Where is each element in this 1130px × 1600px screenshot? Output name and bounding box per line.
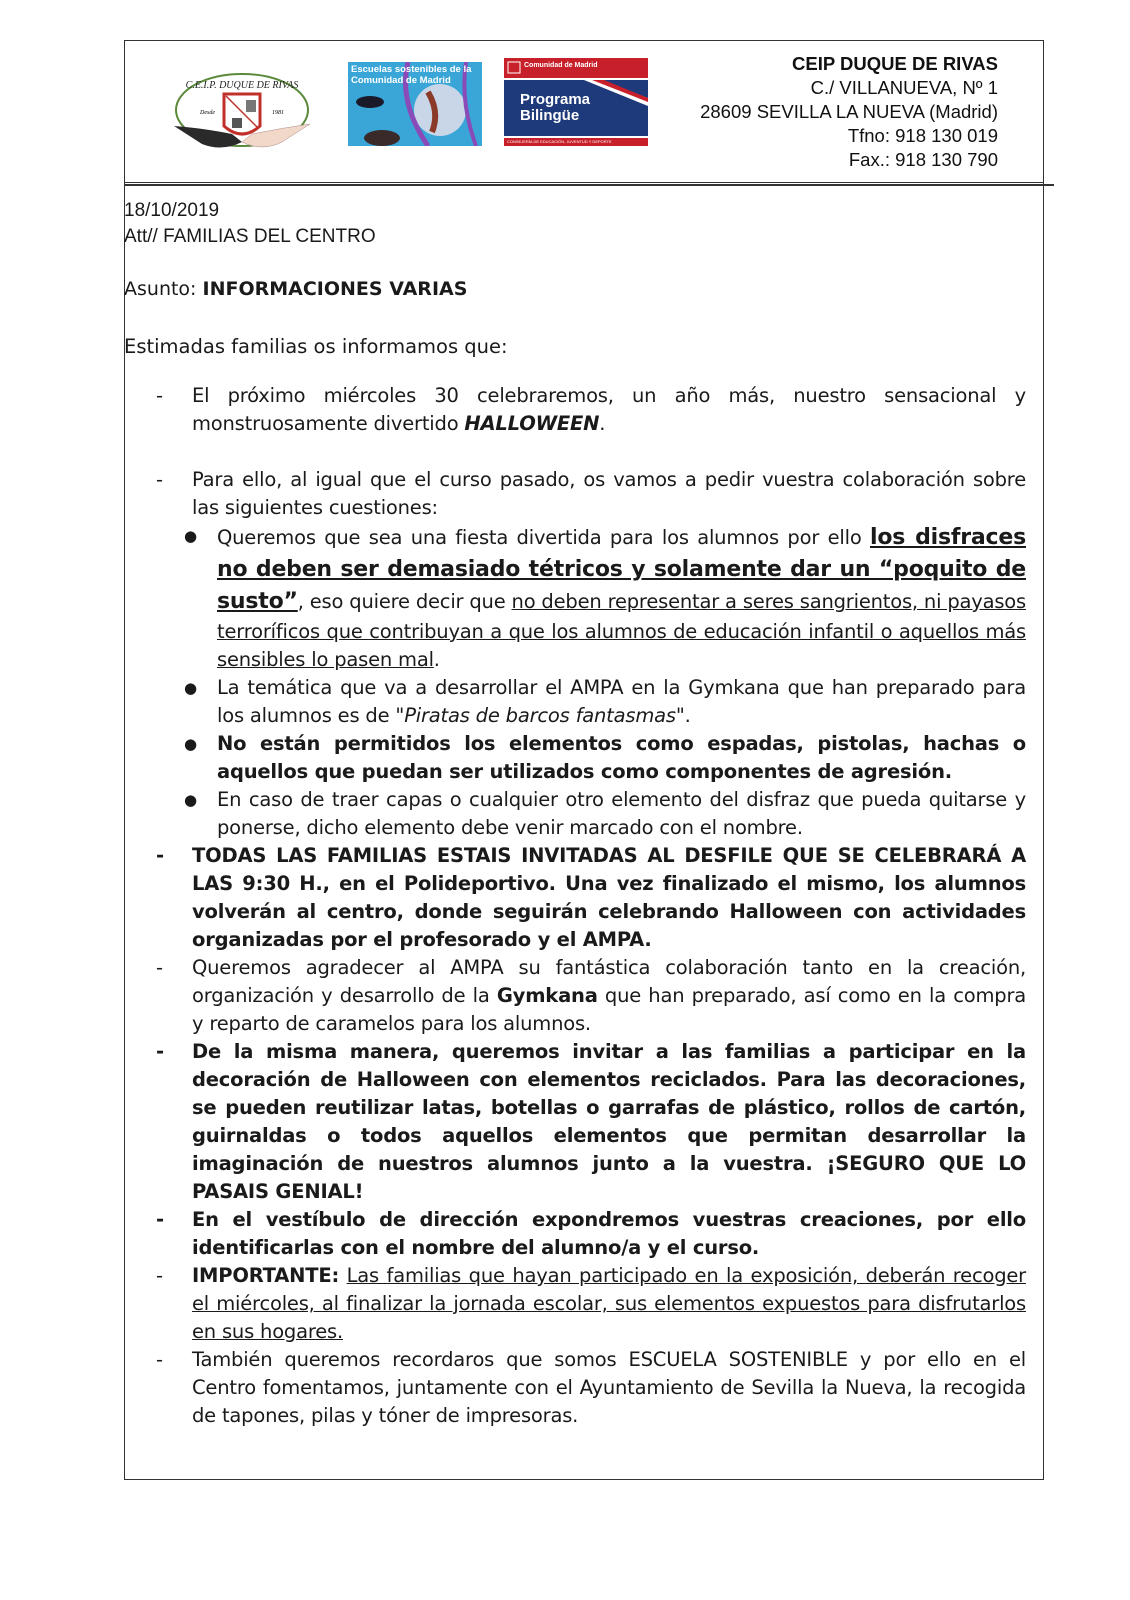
halloween-emphasis: HALLOWEEN [464, 412, 600, 435]
underlined-text: no deben representar a seres sangrientos, ni payasos terroríficos que contribuyan a que los alumnos de educación infantil o aquellos más sensibles lo pasen mal [217, 590, 1026, 671]
escuelas-sostenibles-logo [348, 62, 482, 146]
list-item [150, 382, 1026, 438]
list-item [150, 954, 1026, 1038]
dash-bullet-icon: - [156, 1208, 164, 1231]
important-label: IMPORTANTE: [192, 1264, 340, 1287]
item-text: De la misma manera, queremos invitar a las familias a participar en la decoración de Halloween con elementos reciclados. Para las decoraciones, se pueden reutilizar latas, botellas o garrafas de plástico, rollos de cartón, guirnaldas o todos aquellos elementos que permitan desarrollar la imaginación de nuestros alumnos junto a la vuestra. ¡SEGURO QUE LO PASAIS GENIAL! [192, 1040, 1026, 1203]
dash-bullet-icon: - [156, 384, 163, 407]
letter-greeting: Estimadas familias os informamos que: [124, 335, 508, 358]
sub-list-item [150, 786, 1026, 842]
subject-label: Asunto: [124, 278, 203, 300]
item-text: El próximo miércoles 30 celebraremos, un año más, nuestro sensacional y monstruosamente divertido [192, 384, 1026, 435]
list-item [150, 466, 1026, 522]
spacer [339, 1264, 347, 1287]
logo-ring-text: C.E.I.P. DUQUE DE RIVAS [185, 80, 299, 91]
announcement-list [150, 382, 1026, 1430]
sostenibles-caption: Escuelas sostenibles de la Comunidad de Madrid [351, 64, 472, 86]
costume-rule-emphasis: los disfraces no deben ser demasiado tétricos y solamente dar un “poquito de susto” [217, 525, 1026, 614]
bullet-icon: ● [184, 679, 197, 697]
programa-bilingue-logo [504, 58, 648, 146]
subject-text: INFORMACIONES VARIAS [202, 278, 468, 300]
consejeria-label: CONSEJERÍA DE EDUCACIÓN, JUVENTUD Y DEPORTE [507, 139, 612, 144]
sub-list-item [150, 522, 1026, 674]
list-item [150, 1038, 1026, 1206]
item-text: que han preparado, así como en la compra y reparto de caramelos para los alumnos. [192, 984, 1027, 1035]
bullet-icon: ● [184, 527, 197, 545]
letter-subject [124, 278, 467, 300]
item-text: , eso quiere decir que [297, 590, 512, 613]
logo-year: 1981 [272, 110, 284, 116]
dash-bullet-icon: - [156, 844, 164, 867]
bullet-icon: ● [184, 735, 197, 753]
dash-bullet-icon: - [156, 1040, 164, 1063]
letter-meta [124, 198, 376, 250]
item-text: En el vestíbulo de dirección expondremos vuestras creaciones, por ello identificarlas con el nombre del alumno/a y el curso. [192, 1208, 1026, 1259]
item-text: Queremos agradecer al AMPA su fantástica colaboración tanto en la creación, organización y desarrollo de la [192, 956, 1026, 1007]
item-text: ". [675, 704, 691, 727]
street-address: C./ VILLANUEVA, Nº 1 [810, 77, 998, 98]
school-address-block [700, 52, 998, 172]
underlined-text: Las familias que hayan participado en la exposición, deberán recoger el miércoles, al finalizar la jornada escolar, sus elementos expuestos para disfrutarlos en sus hogares. [192, 1264, 1027, 1343]
phone-number: Tfno: 918 130 019 [847, 125, 998, 146]
list-item [150, 1262, 1026, 1346]
item-text: . [599, 412, 606, 435]
school-name: CEIP DUQUE DE RIVAS [792, 53, 998, 74]
dash-bullet-icon: - [156, 956, 163, 979]
logo-desde: Desde [200, 110, 215, 116]
item-text: TODAS LAS FAMILIAS ESTAIS INVITADAS AL DESFILE QUE SE CELEBRARÁ A LAS 9:30 H., en el Polideportivo. Una vez finalizado el mismo, los alumnos volverán al centro, donde seguirán celebrando Halloween con actividades organizadas por el profesorado y el AMPA. [192, 844, 1026, 951]
dash-bullet-icon: - [156, 468, 163, 491]
item-text: Queremos que sea una fiesta divertida para los alumnos por ello [217, 526, 871, 549]
list-item [150, 1206, 1026, 1262]
theme-title: Piratas de barcos fantasmas [404, 704, 676, 727]
item-text: También queremos recordaros que somos ESCUELA SOSTENIBLE y por ello en el Centro fomentamos, juntamente con el Ayuntamiento de Sevilla la Nueva, la recogida de tapones, pilas y tóner de impresoras. [192, 1348, 1026, 1427]
bullet-icon: ● [184, 791, 197, 809]
dash-bullet-icon: - [156, 1264, 163, 1287]
bilingue-label: Bilingüe [520, 107, 580, 124]
fax-number: Fax.: 918 130 790 [848, 149, 998, 170]
city-address: 28609 SEVILLA LA NUEVA (Madrid) [700, 101, 998, 122]
header-divider [124, 184, 1054, 186]
item-text: En caso de traer capas o cualquier otro elemento del disfraz que pueda quitarse y ponerse, dicho elemento debe venir marcado con el nombre. [217, 788, 1026, 839]
item-text: Para ello, al igual que el curso pasado, os vamos a pedir vuestra colaboración sobre las siguientes cuestiones: [192, 468, 1026, 519]
comunidad-madrid-label: Comunidad de Madrid [524, 62, 598, 69]
list-item [150, 1346, 1026, 1430]
item-text: No están permitidos los elementos como espadas, pistolas, hachas o aquellos que puedan ser utilizados como componentes de agresión. [217, 732, 1026, 783]
list-item [150, 842, 1026, 954]
school-logo [172, 68, 312, 158]
sub-list-item [150, 674, 1026, 730]
dash-bullet-icon: - [156, 1348, 163, 1371]
item-text: La temática que va a desarrollar el AMPA en la Gymkana que han preparado para los alumnos es de " [217, 676, 1026, 727]
letter-date: 18/10/2019 [124, 200, 220, 221]
letter-recipient: Att// FAMILIAS DEL CENTRO [124, 226, 376, 247]
programa-label: Programa [520, 91, 591, 108]
gymkana-emphasis: Gymkana [496, 984, 598, 1007]
sub-list-item [150, 730, 1026, 786]
item-text: . [433, 648, 440, 671]
